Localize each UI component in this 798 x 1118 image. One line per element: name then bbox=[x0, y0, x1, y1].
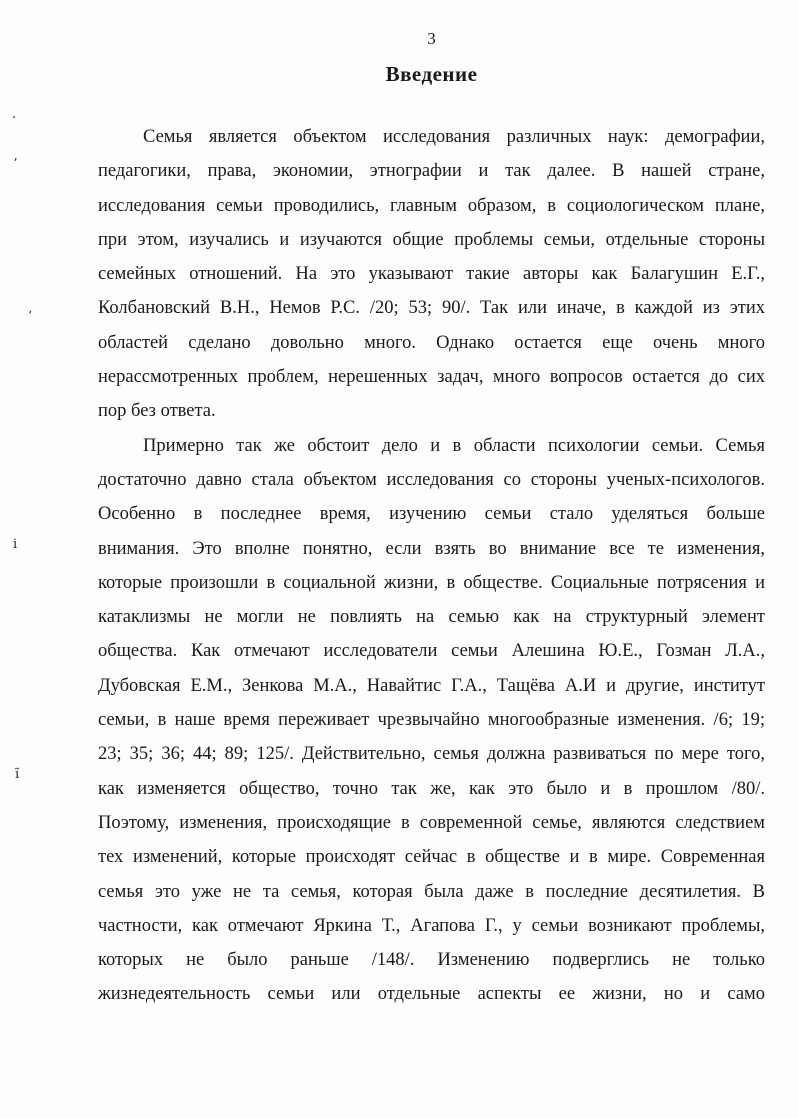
text-line: семья это уже не та семья, которая была даже в последние десятилетия. В bbox=[98, 881, 765, 902]
text-line: жизнедеятельность семьи или отдельные аспекты ее жизни, но и само bbox=[98, 984, 765, 1005]
text-line: семьи, в наше время переживает чрезвычайно многообразные изменения. /6; 19; bbox=[98, 710, 765, 731]
text-line: Дубовская Е.М., Зенкова М.А., Навайтис Г.А., Тащёва А.И и другие, институт bbox=[98, 675, 765, 696]
body-text bbox=[98, 120, 765, 1012]
text-line: катаклизмы не могли не повлиять на семью как на структурный элемент bbox=[98, 607, 765, 628]
text-line: Особенно в последнее время, изучению семьи стало уделяться больше bbox=[98, 504, 765, 525]
text-line: достаточно давно стала объектом исследования со стороны ученых-психологов. bbox=[98, 469, 765, 490]
scan-speck: i bbox=[13, 537, 18, 552]
text-line: частности, как отмечают Яркина Т., Агапова Г., у семьи возникают проблемы, bbox=[98, 915, 765, 936]
scan-speck: . bbox=[12, 107, 17, 122]
text-line: 23; 35; 36; 44; 89; 125/. Действительно, семья должна развиваться по мере того, bbox=[98, 744, 765, 765]
text-line: Примерно так же обстоит дело и в области психологии семьи. Семья bbox=[143, 435, 765, 456]
text-line: нерассмотренных проблем, нерешенных задач, много вопросов остается до сих bbox=[98, 367, 765, 388]
text-line: как изменяется общество, точно так же, как это было и в прошлом /80/. bbox=[98, 778, 765, 799]
text-line: которых не было раньше /148/. Изменению подверглись не только bbox=[98, 950, 765, 971]
text-line: педагогики, права, экономии, этнографии и так далее. В нашей стране, bbox=[98, 161, 765, 182]
text-line: общества. Как отмечают исследователи семьи Алешина Ю.Е., Гозман Л.А., bbox=[98, 641, 765, 662]
text-line: пор без ответа. bbox=[98, 401, 216, 422]
text-line: Поэтому, изменения, происходящие в современной семье, являются следствием bbox=[98, 812, 765, 833]
scan-speck: ʻ bbox=[28, 309, 33, 324]
text-line: тех изменений, которые происходят сейчас в обществе и в мире. Современная bbox=[98, 847, 765, 868]
text-line: Колбановский В.Н., Немов Р.С. /20; 53; 90/. Так или иначе, в каждой из этих bbox=[98, 298, 765, 319]
page-number: 3 bbox=[427, 29, 436, 48]
text-line: областей сделано довольно много. Однако остается еще очень много bbox=[98, 332, 765, 353]
scan-speck: ĩ bbox=[15, 767, 20, 782]
text-line: Семья является объектом исследования различных наук: демографии, bbox=[143, 127, 765, 147]
text-line: семейных отношений. На это указывают такие авторы как Балагушин Е.Г., bbox=[98, 264, 765, 285]
text-line: которые произошли в социальной жизни, в обществе. Социальные потрясения и bbox=[98, 572, 765, 593]
scan-speck: ʼ bbox=[13, 157, 18, 172]
text-line: исследования семьи проводились, главным образом, в социологическом плане, bbox=[98, 195, 765, 216]
text-line: внимания. Это вполне понятно, если взять во внимание все те изменения, bbox=[98, 538, 765, 559]
page-title: Введение bbox=[385, 62, 478, 86]
text-line: при этом, изучались и изучаются общие проблемы семьи, отдельные стороны bbox=[98, 229, 765, 250]
